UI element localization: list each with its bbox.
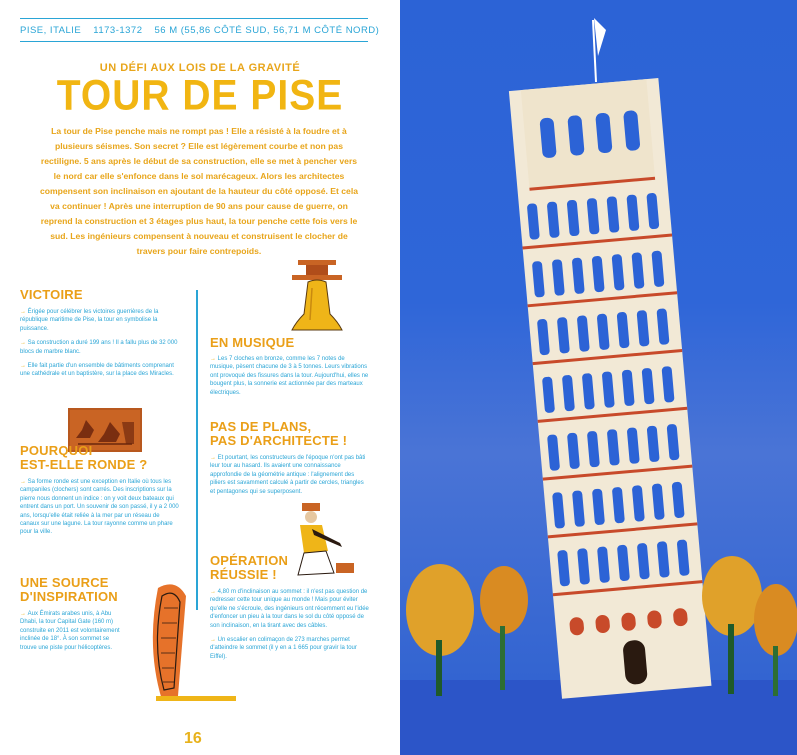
arrow-icon: → — [20, 611, 28, 617]
column-divider — [196, 290, 198, 610]
header-dates: 1173-1372 — [93, 24, 143, 36]
section-body-victoire: → Érigée pour célébrer les victoires guerrières de la république maritime de Pise, la tour en symbolise la puissance. → Sa construction a duré 199 ans ! Il a fallu plus de 32 000 blocs de marbre blanc. → Elle fait partie d'un ensemble de bâtiments comprenant une cathédrale et un baptistère, sur la place des Miracles. — [20, 309, 178, 378]
header-location: PISE, ITALIE — [20, 24, 82, 36]
bell-illustration — [288, 258, 346, 338]
section-title-victoire: VICTOIRE — [20, 287, 83, 302]
intro-paragraph: La tour de Pise penche mais ne rompt pas ! Elle a résisté à la foudre et à plusieurs séismes. Son secret ? Elle est légèrement courbe et non pas rectiligne. 5 ans après le début de sa construction, elle se met à pencher vers le nord car elle s'enfonce dans le sol marécageux. Alors les architectes compensent son inclinaison en ajoutant de la hauteur du côté opposé. Et cela va continuer ! Après une interruption de 90 ans pour cause de guerre, on reprend la construction et 3 étages plus haut, la tour penche cette fois vers le sud. Les ingénieurs compensent à nouveau et construisent le clocher de travers pour faire contrepoids. — [39, 126, 359, 256]
arrow-icon: → — [20, 309, 28, 315]
arrow-icon: → — [20, 363, 28, 370]
section-title-operation: OPÉRATION RÉUSSIE ! — [210, 553, 289, 582]
right-page — [400, 0, 797, 755]
section-body-plans: → Et pourtant, les constructeurs de l'époque n'ont pas bâti leur tour au hasard. Ils avaient une connaissance approfondie de la géométrie antique : l'alignement des piliers est savamment calculé à partir de cercles, triangles et pentagones qui se superposent. — [210, 455, 366, 495]
section-title-musique: EN MUSIQUE — [210, 335, 295, 350]
arrow-icon: → — [210, 455, 218, 461]
section-body-ronde: → Sa forme ronde est une exception en Italie où tous les campaniles (clochers) sont carrés. Des inscriptions sur la pierre nous donnent un indice : on y voit deux bateaux qui entrent dans un port. Un souvenir de son passé, il y a 2 000 ans, lorsqu'elle était reliée à la mer par un réseau de canaux sur une lagune. La tour rayonne comme un phare pour la ville. — [20, 479, 179, 536]
section-body-operation: → 4,80 m d'inclinaison au sommet : il n'est pas question de redresser cette tour unique au monde ! Mais pour éviter qu'elle ne s'écroule, des ingénieurs ont récemment eu l'idée d'enfoncer un pieu à la tour dans le sol du côté opposé de son inclinaison, en la tirant avec des câbles. → Un escalier en colimaçon de 273 marches permet d'atteindre le sommet (il y en a 1 665 pour gravir la tour Eiffel). — [210, 589, 369, 660]
arrow-icon: → — [210, 589, 218, 595]
page-kicker: UN DÉFI AUX LOIS DE LA GRAVITÉ — [99, 62, 301, 74]
header-height: 56 M (55,86 CÔTÉ SUD, 56,71 M CÔTÉ NORD) — [154, 24, 380, 36]
section-title-source: UNE SOURCE D'INSPIRATION — [20, 575, 118, 604]
arrow-icon: → — [20, 340, 28, 347]
section-title-plans: PAS DE PLANS, PAS D'ARCHITECTE ! — [210, 419, 348, 448]
arrow-icon: → — [210, 637, 218, 644]
builder-illustration — [290, 503, 356, 579]
page-number: 16 — [184, 730, 202, 747]
page-title: TOUR DE PISE — [56, 72, 344, 120]
header-bar — [20, 18, 380, 42]
arrow-icon: → — [210, 356, 218, 362]
section-title-ronde: POURQUOI EST-ELLE RONDE ? — [20, 443, 148, 472]
arrow-icon: → — [20, 479, 28, 485]
leaning-tower-illustration — [400, 0, 797, 755]
section-body-source: → Aux Émirats arabes unis, à Abu Dhabi, la tour Capital Gate (160 m) construite en 2011 est volontairement inclinée de 18°. À son sommet se trouve une piste pour hélicoptères. — [20, 611, 120, 651]
section-body-musique: → Les 7 cloches en bronze, comme les 7 notes de musique, pèsent chacune de 3 à 5 tonnes. Leurs vibrations ont provoqué des fissures dans la tour. Aujourd'hui, elles ne bougent plus, la sonnerie est actionnée par des marteaux électriques. — [210, 356, 369, 396]
